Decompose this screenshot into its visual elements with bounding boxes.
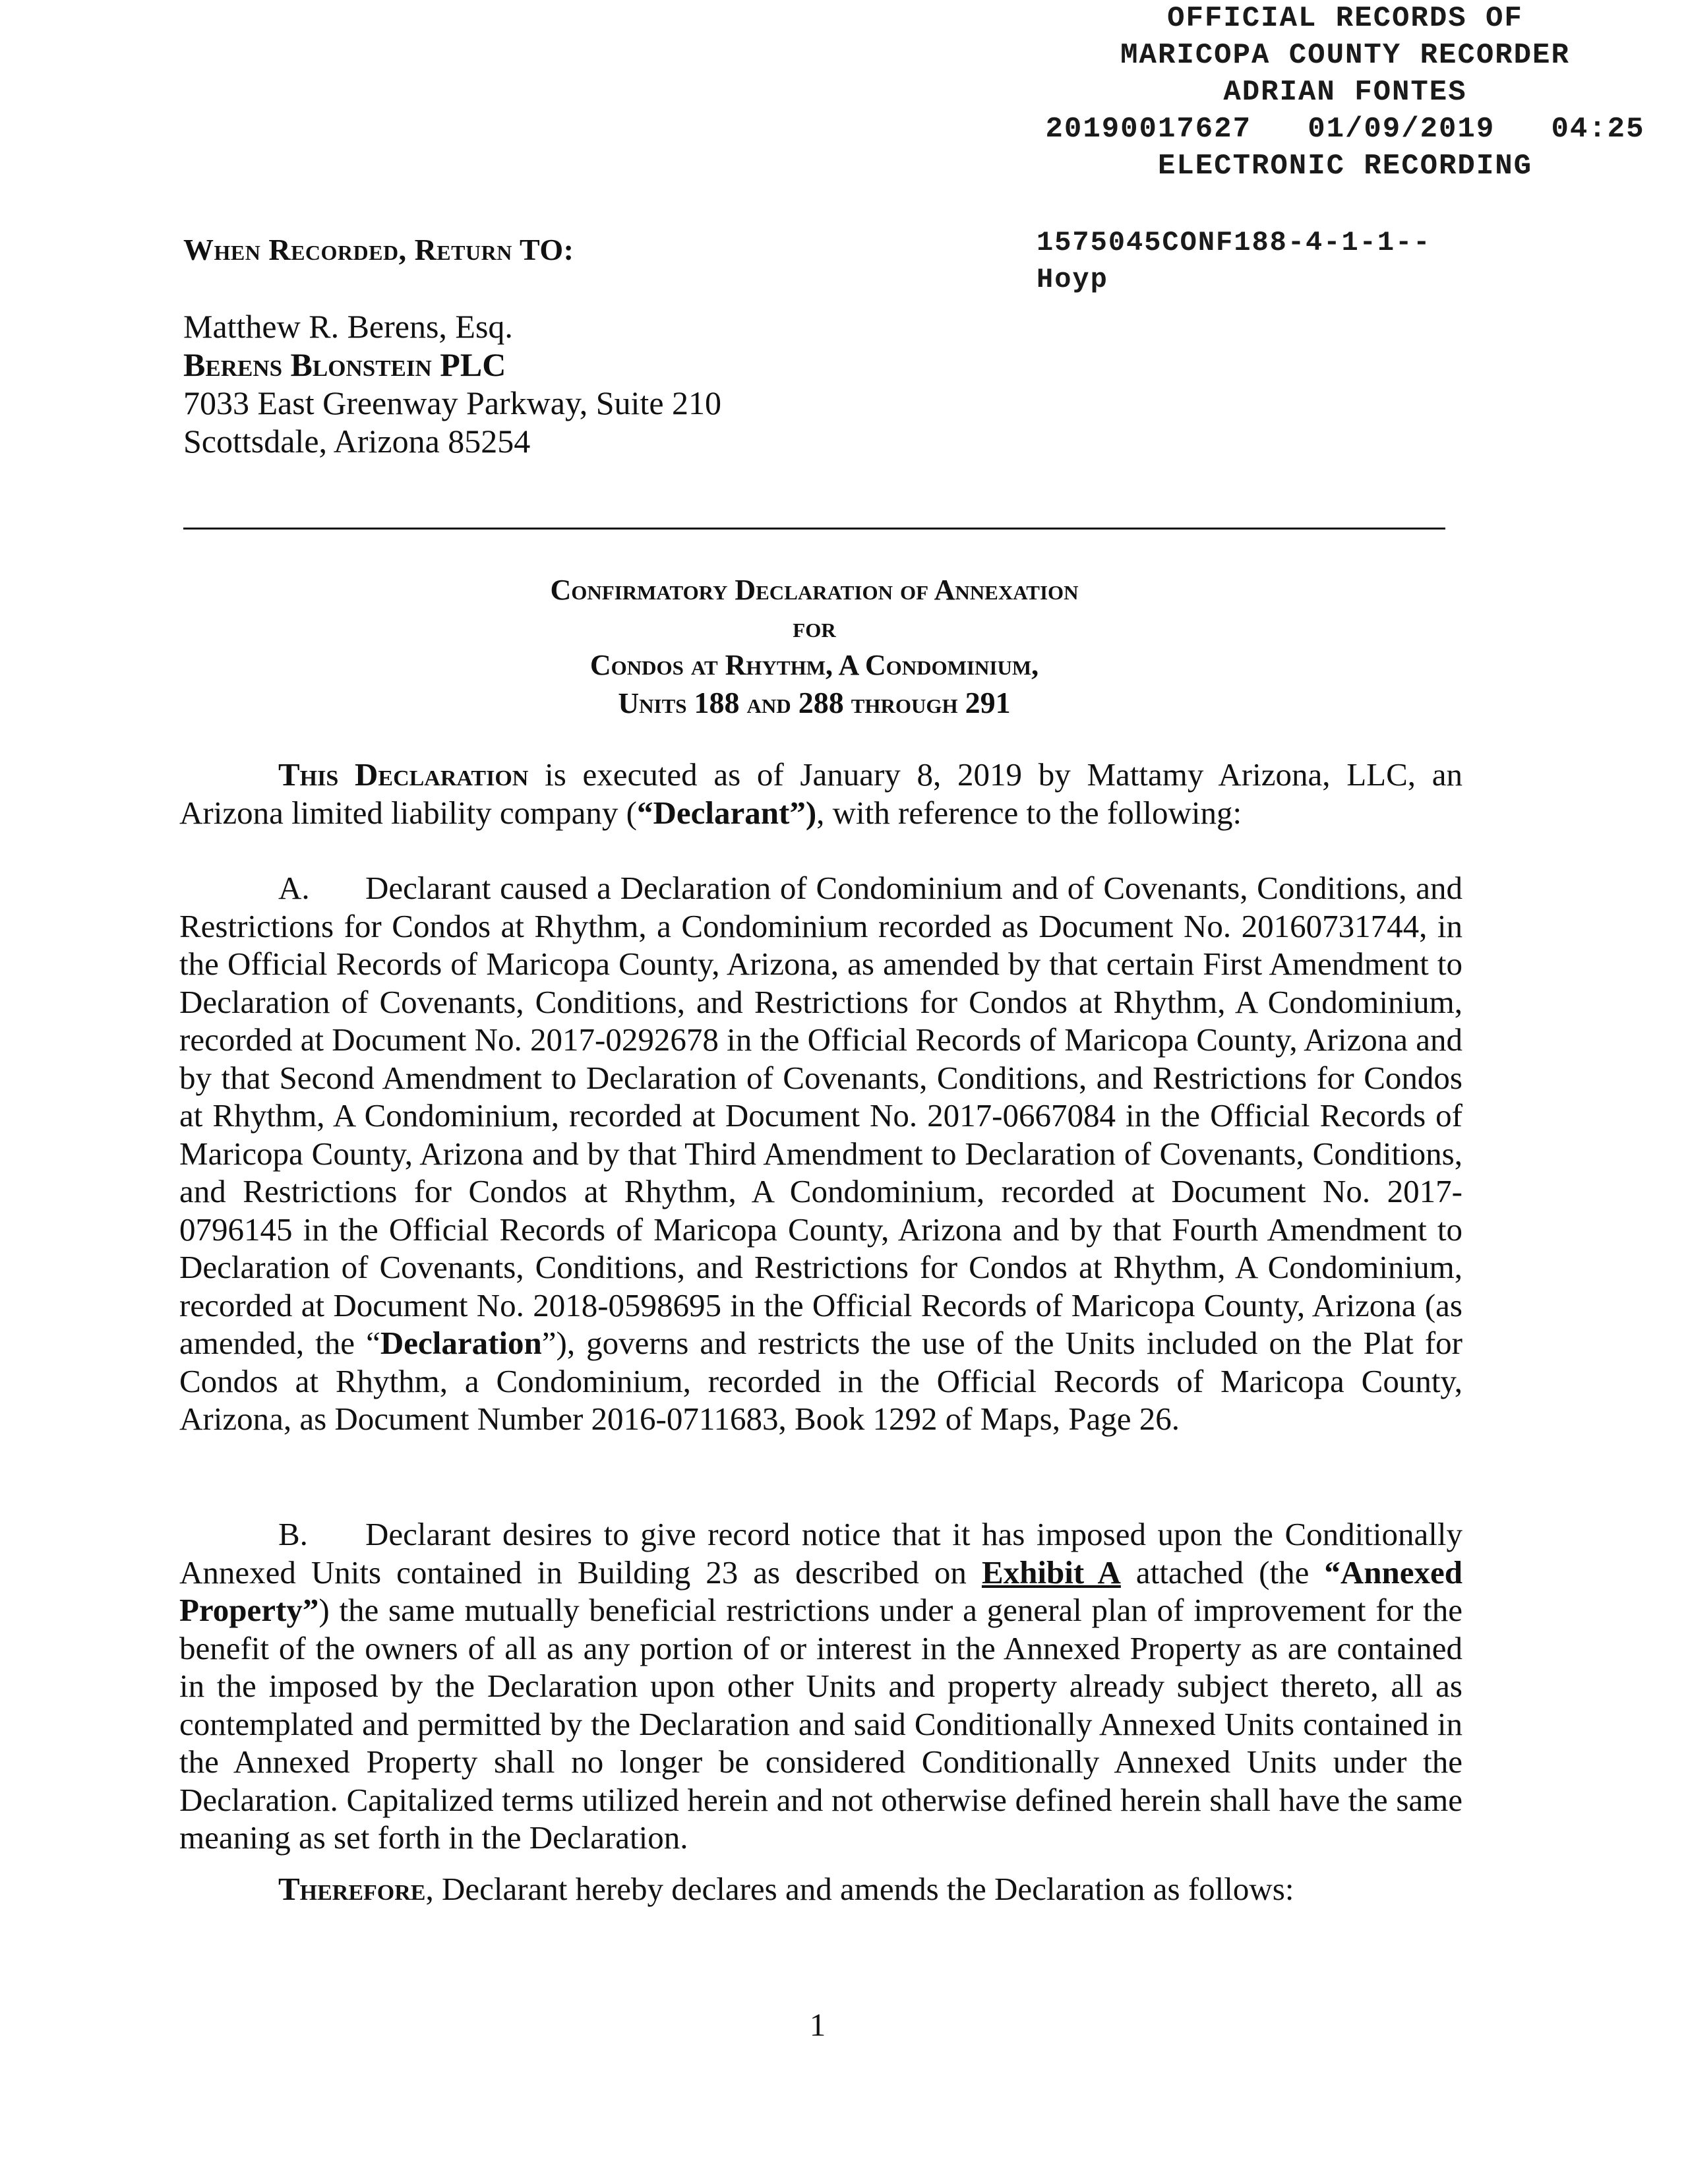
stamp-line: 20190017627 01/09/2019 04:25 xyxy=(1045,113,1645,146)
recital-label: B. xyxy=(278,1516,308,1552)
title-unit-number: 291 xyxy=(965,686,1011,719)
recital-b-text-mid: attached (the xyxy=(1120,1554,1325,1591)
title-line-units xyxy=(183,684,1445,722)
exhibit-a-reference: Exhibit A xyxy=(981,1554,1121,1591)
return-street: 7033 East Greenway Parkway, Suite 210 xyxy=(183,384,722,421)
recording-code-line: Hoyp xyxy=(1037,264,1108,295)
stamp-line: ADRIAN FONTES xyxy=(1223,76,1467,109)
title-unit-number: 188 xyxy=(694,686,740,719)
title-line: for xyxy=(793,611,836,644)
recital-b-text-end: ) the same mutually beneficial restrictions under a general plan of improvement for the benefit of the owners of all as any portion of or interest in the Annexed Property as are contained in the imposed by the Declaration upon other Units and property already subject thereto, all as contemplated and permitted by the Declaration and said Conditionally Annexed Units contained in the Annexed Property shall no longer be considered Conditionally Annexed Units under the Declaration. Capitalized terms utilized herein and not otherwise defined herein shall have the same meaning as set forth in the Declaration. xyxy=(179,1592,1462,1856)
intro-text: is executed as of January 8, 2019 by Mattamy Arizona, LLC, an Arizona limited liability company ( xyxy=(179,756,1462,831)
document-title xyxy=(183,571,1445,722)
recital-a-text-end: ”), governs and restricts the use of the Units included on the Plat for Condos at Rhythm, a Condominium, recorded in the Official Records of Maricopa County, Arizona, as Document Number 2016-0711683, Book 1292 of Maps, Page 26. xyxy=(179,1325,1462,1437)
recital-b-text: Declarant desires to give record notice that it has imposed upon the Conditionally Annexed Units contained in Building 23 as described on xyxy=(179,1516,1462,1591)
defined-term-declaration: Declaration xyxy=(380,1325,542,1361)
recital-b-paragraph xyxy=(179,1515,1462,1857)
return-firm: Berens Blonstein PLC xyxy=(183,346,506,383)
stamp-line: ELECTRONIC RECORDING xyxy=(1157,150,1533,183)
defined-term-declarant: “Declarant”) xyxy=(637,794,817,831)
return-to-heading: When Recorded, Return TO: xyxy=(183,233,574,266)
recital-label: A. xyxy=(278,870,310,906)
stamp-line: MARICOPA COUNTY RECORDER xyxy=(1120,39,1570,72)
therefore-lead: Therefore xyxy=(278,1871,426,1907)
title-units-word: Units xyxy=(618,687,694,719)
title-and-word: and xyxy=(739,687,799,719)
page-number: 1 xyxy=(809,2007,826,2043)
intro-paragraph xyxy=(179,756,1462,832)
stamp-line: OFFICIAL RECORDS OF xyxy=(1167,2,1523,35)
divider-rule xyxy=(183,528,1445,530)
return-address xyxy=(183,307,721,460)
therefore-paragraph xyxy=(179,1870,1462,1908)
title-line: Condos at Rhythm, A Condominium, xyxy=(589,649,1039,681)
return-city: Scottsdale, Arizona 85254 xyxy=(183,423,531,460)
intro-text-end: , with reference to the following: xyxy=(816,794,1242,831)
recording-code xyxy=(1037,224,1432,298)
return-name: Matthew R. Berens, Esq. xyxy=(183,308,513,345)
intro-lead: This Declaration xyxy=(278,756,529,793)
recorder-stamp xyxy=(1015,0,1675,185)
therefore-text: , Declarant hereby declares and amends the Declaration as follows: xyxy=(425,1871,1294,1907)
title-through-word: through xyxy=(843,687,965,719)
recital-a-text: Declarant caused a Declaration of Condominium and of Covenants, Conditions, and Restrictions for Condos at Rhythm, a Condominium recorded as Document No. 20160731744, in the Official Records of Maricopa County, Arizona, as amended by that certain First Amendment to Declaration of Covenants, Conditions, and Restrictions for Condos at Rhythm, A Condominium, recorded at Document No. 2017-0292678 in the Official Records of Maricopa County, Arizona and by that Second Amendment to Declaration of Covenants, Conditions, and Restrictions for Condos at Rhythm, A Condominium, recorded at Document No. 2017-0667084 in the Official Records of Maricopa County, Arizona and by that Third Amendment to Declaration of Covenants, Conditions, and Restrictions for Condos at Rhythm, A Condominium, recorded at Document No. 2017-0796145 in the Official Records of Maricopa County, Arizona and by that Fourth Amendment to Declaration of Covenants, Conditions, and Restrictions for Condos at Rhythm, A Condominium, recorded at Document No. 2018-0598695 in the Official Records of Maricopa County, Arizona (as amended, the “ xyxy=(179,870,1462,1361)
recording-code-line: 1575045CONF188-4-1-1-- xyxy=(1037,227,1432,258)
defined-term-annexed-property: “Annexed Property” xyxy=(179,1554,1462,1628)
title-unit-number: 288 xyxy=(798,686,844,719)
title-line: Confirmatory Declaration of Annexation xyxy=(550,574,1079,606)
recital-a-paragraph xyxy=(179,869,1462,1438)
